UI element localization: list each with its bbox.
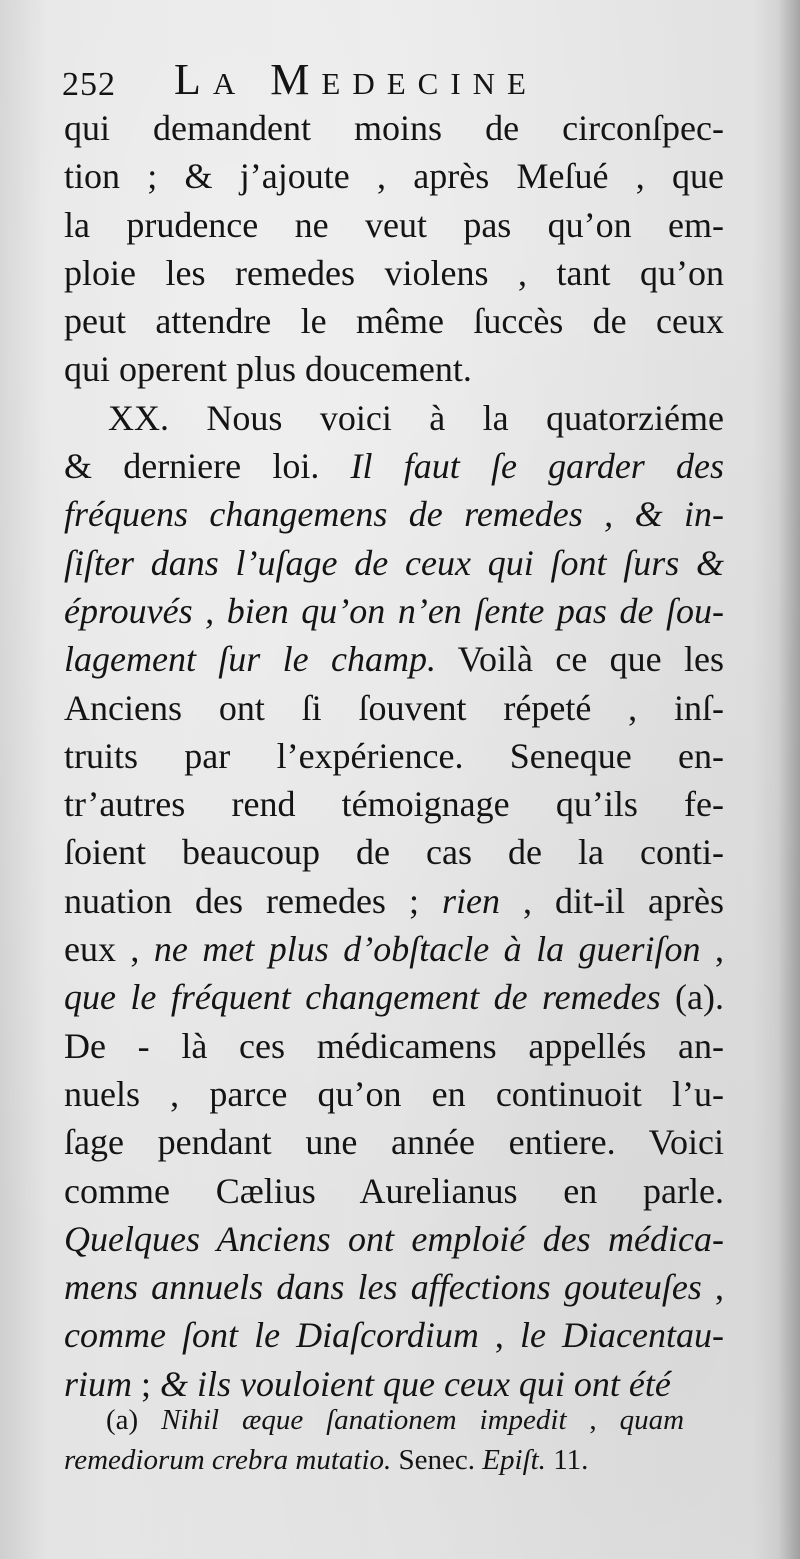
- italic-segment: quam: [619, 1404, 684, 1436]
- text-line: [64, 1070, 724, 1118]
- text-line: [64, 828, 724, 876]
- text-segment: nuels , parce qu’on en continuoit l’u-: [64, 1073, 724, 1114]
- text-segment: comme Cælius Aurelianus en parle.: [64, 1170, 724, 1211]
- text-segment: Senec.: [391, 1444, 483, 1476]
- italic-segment: Nihil æque ſanationem impedit: [161, 1404, 567, 1436]
- text-segment: tr’autres rend témoignage qu’ils fe-: [64, 784, 724, 825]
- italic-segment: ne met plus d’obſtacle à la gueriſon: [153, 929, 701, 970]
- italic-segment: comme ſont le Diaſcordium: [64, 1315, 479, 1356]
- text-line: [64, 345, 724, 393]
- text-segment: ,: [700, 929, 724, 970]
- text-line: [64, 732, 724, 780]
- italic-segment: rium: [64, 1363, 133, 1404]
- text-segment: tion ; & j’ajoute , après Meſué , que: [64, 156, 724, 197]
- text-line: [64, 104, 724, 152]
- italic-segment: le Diacentau-: [519, 1315, 724, 1356]
- text-line: [64, 684, 724, 732]
- text-line: [64, 780, 724, 828]
- text-line: [64, 152, 724, 200]
- page-header: [62, 52, 742, 102]
- text-line: [64, 587, 724, 635]
- text-segment: ,: [566, 1404, 620, 1436]
- running-title: La Medecine: [174, 55, 538, 104]
- text-line: [64, 1167, 724, 1215]
- italic-segment: Il faut ſe garder des: [350, 446, 724, 487]
- page-number: 252: [62, 66, 116, 103]
- text-line: [64, 1118, 724, 1166]
- italic-segment: ſiſter dans l’uſage de ceux qui ſont ſurs &: [64, 542, 724, 583]
- text-segment: (a).: [660, 977, 724, 1018]
- text-line: [64, 201, 724, 249]
- text-line: [64, 973, 724, 1021]
- italic-segment: rien: [441, 880, 500, 921]
- text-line: [64, 877, 724, 925]
- text-line: [64, 442, 724, 490]
- italic-segment: fréquens changemens de remedes , & in-: [64, 494, 724, 535]
- text-line: [64, 1215, 724, 1263]
- footnote-line: [64, 1400, 684, 1440]
- italic-segment: que le fréquent changement de remedes: [64, 977, 661, 1018]
- text-segment: nuation des remedes ;: [64, 880, 442, 921]
- footnote-line: [64, 1440, 684, 1480]
- text-line: [64, 394, 724, 442]
- text-line: [64, 490, 724, 538]
- text-segment: ,: [478, 1315, 520, 1356]
- page-edge-shadow: [778, 0, 800, 1559]
- text-segment: XX. Nous voici à la quatorziéme: [108, 397, 724, 438]
- text-segment: (a): [106, 1404, 162, 1436]
- text-segment: , dit-il après: [499, 880, 724, 921]
- text-segment: De - là ces médicamens appellés an-: [64, 1025, 724, 1066]
- text-segment: ſage pendant une année entiere. Voici: [64, 1122, 724, 1163]
- text-segment: ſoient beaucoup de cas de la conti-: [64, 832, 724, 873]
- text-segment: la prudence ne veut pas qu’on em-: [64, 204, 724, 245]
- italic-segment: éprouvés , bien qu’on n’en ſente pas de ſou-: [64, 590, 724, 631]
- text-line: [64, 1022, 724, 1070]
- text-segment: truits par l’expérience. Seneque en-: [64, 735, 724, 776]
- footnote: [64, 1400, 684, 1480]
- italic-segment: lagement ſur le champ.: [64, 639, 436, 680]
- text-segment: ploie les remedes violens , tant qu’on: [64, 252, 724, 293]
- italic-segment: Epiſt.: [482, 1444, 546, 1476]
- main-text: [64, 104, 724, 1408]
- text-line: [64, 297, 724, 345]
- italic-segment: & ils vouloient que ceux qui ont été: [160, 1363, 671, 1404]
- text-line: [64, 539, 724, 587]
- text-segment: peut attendre le même ſuccès de ceux: [64, 301, 724, 342]
- text-line: [64, 249, 724, 297]
- text-line: [64, 1263, 724, 1311]
- italic-segment: remediorum crebra mutatio.: [64, 1444, 392, 1476]
- text-segment: ;: [132, 1363, 161, 1404]
- italic-segment: mens annuels dans les affections gouteuſes: [64, 1267, 702, 1308]
- text-segment: ,: [701, 1267, 724, 1308]
- text-line: [64, 925, 724, 973]
- text-segment: Anciens ont ſi ſouvent répeté , inſ-: [64, 687, 724, 728]
- text-line: [64, 635, 724, 683]
- text-segment: 11.: [545, 1444, 589, 1476]
- text-segment: & derniere loi.: [64, 446, 351, 487]
- text-segment: qui operent plus doucement.: [64, 349, 472, 390]
- text-segment: Voilà ce que les: [435, 639, 724, 680]
- text-segment: qui demandent moins de circonſpec-: [64, 108, 724, 148]
- italic-segment: Quelques Anciens ont emploié des médica-: [64, 1218, 724, 1259]
- text-segment: eux ,: [64, 929, 154, 970]
- text-line: [64, 1311, 724, 1359]
